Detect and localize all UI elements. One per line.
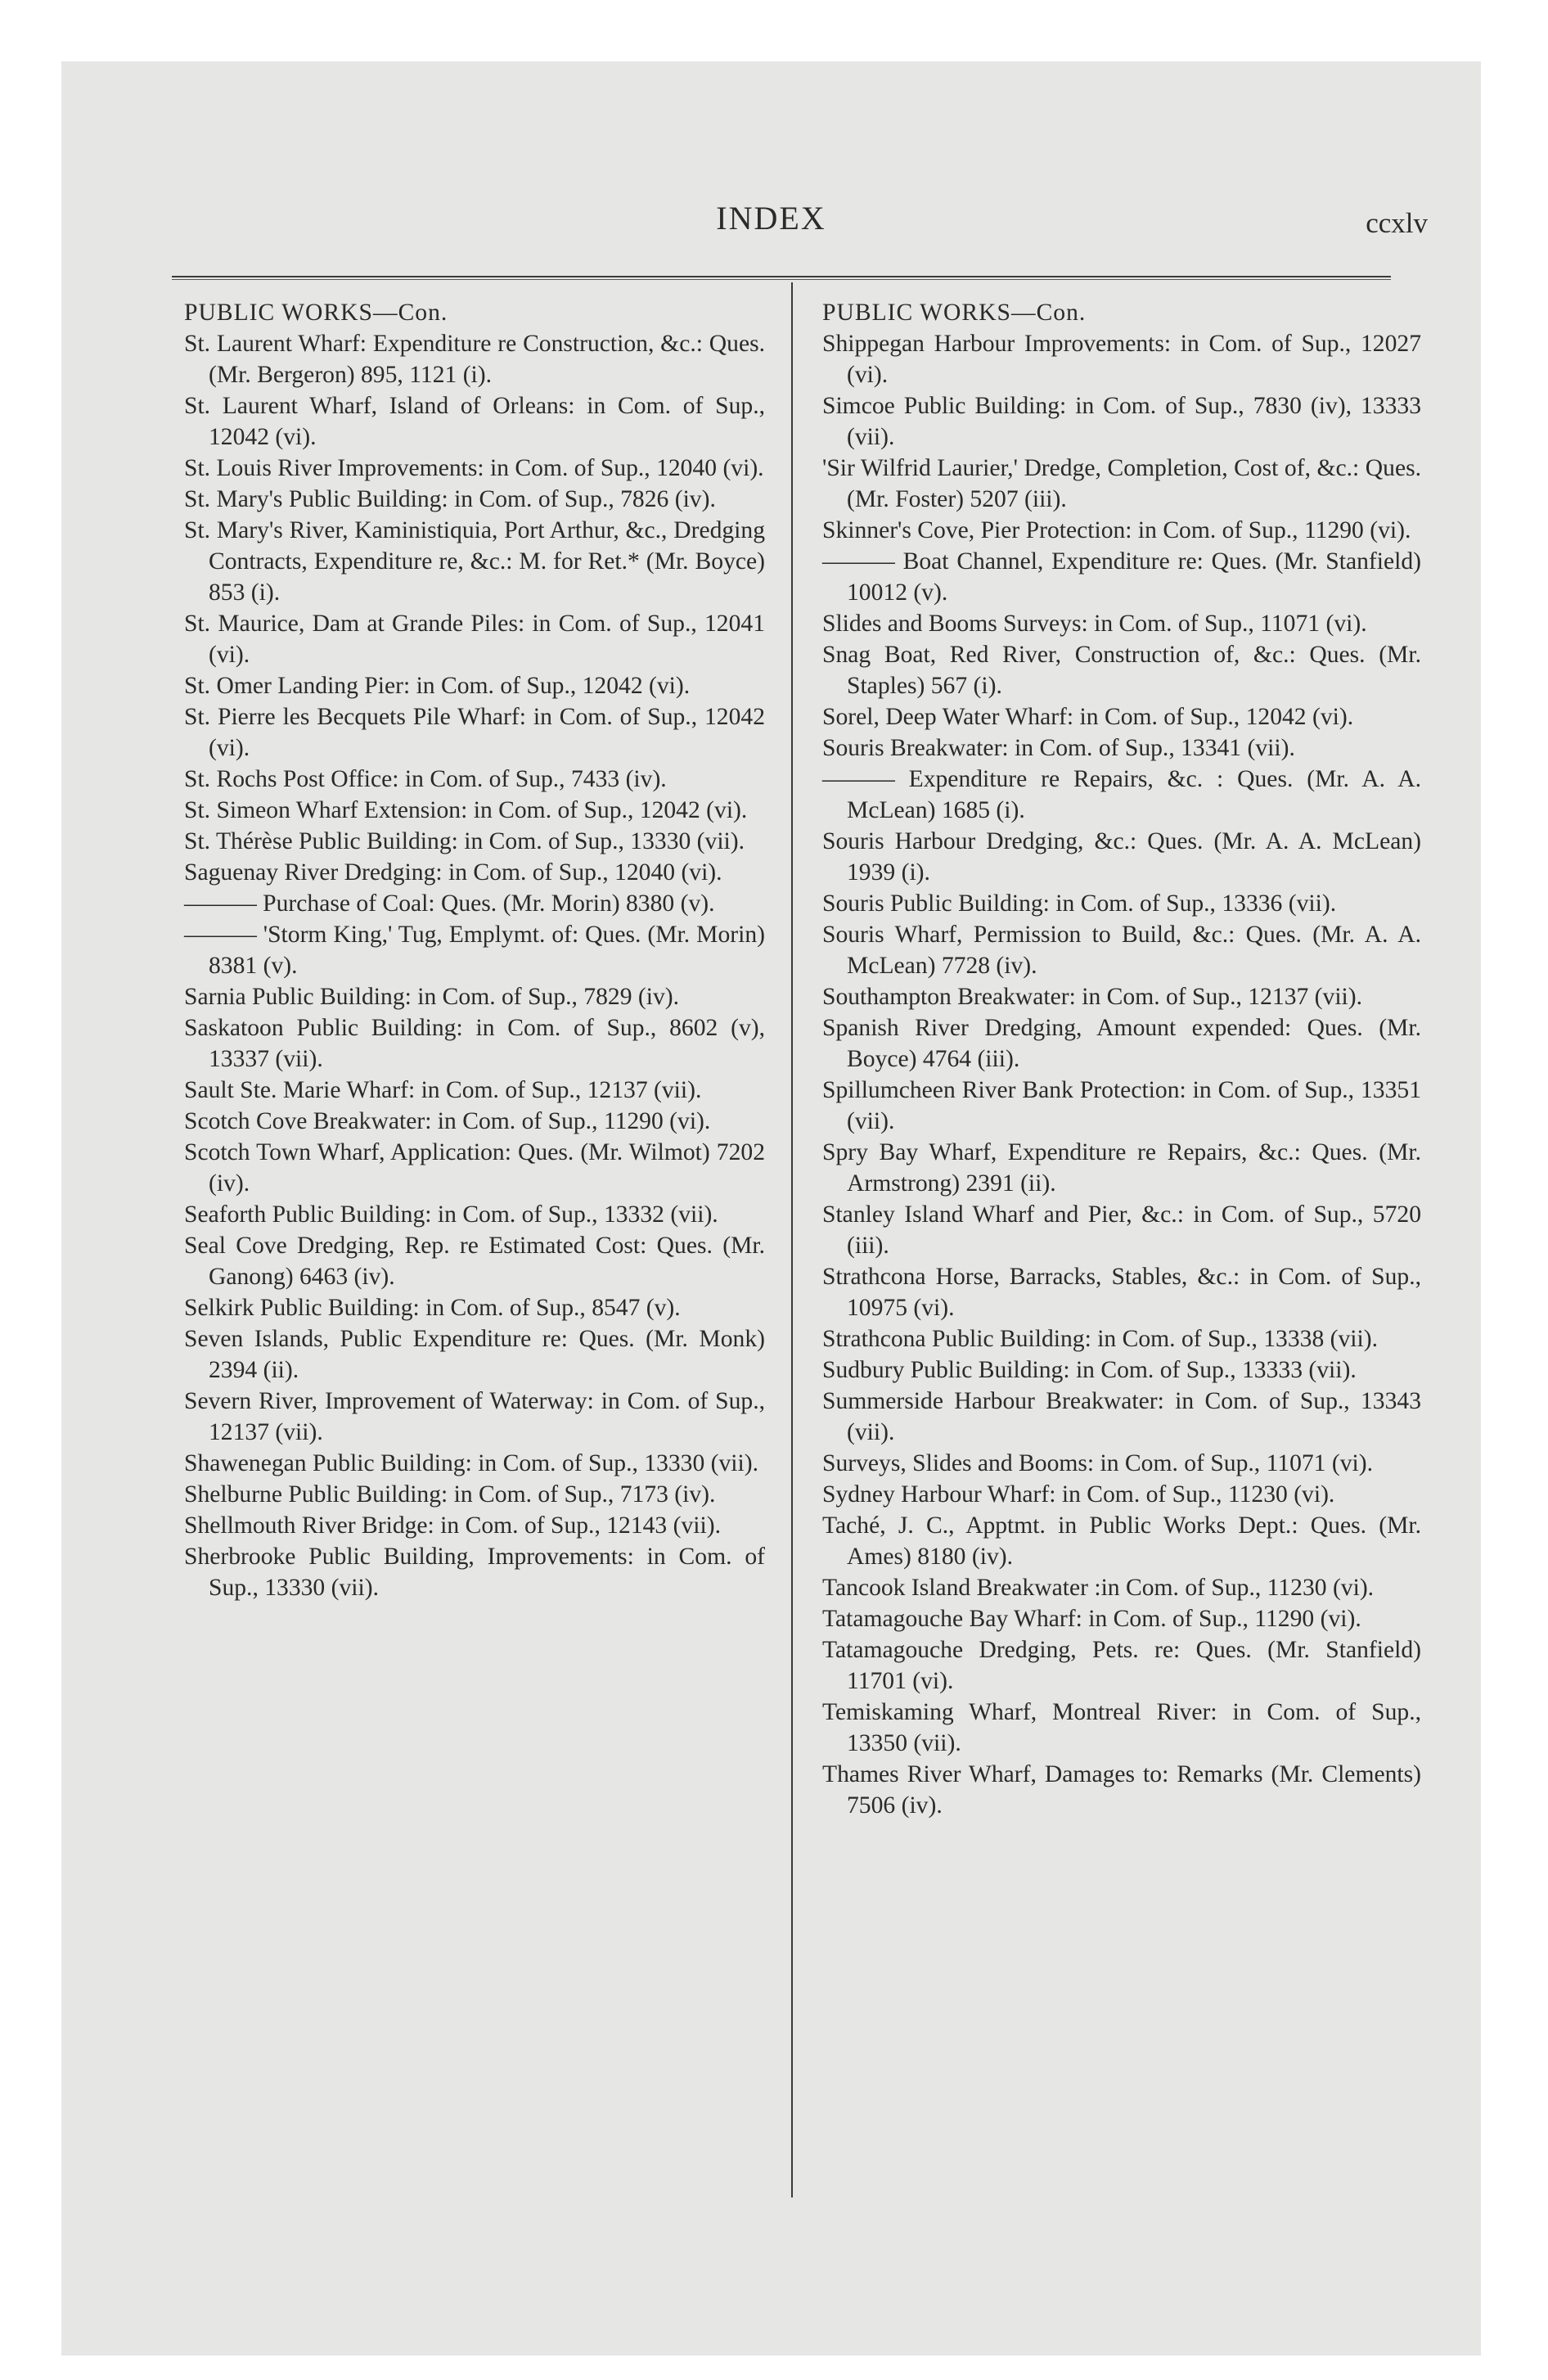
index-entry: St. Omer Landing Pier: in Com. of Sup., 12042 (vi). (184, 673, 691, 699)
index-entry: Saskatoon Public Building: in Com. of Sup., 8602 (v), 13337 (vii). (184, 1015, 765, 1072)
index-entry: Seven Islands, Public Expenditure re: Ques. (Mr. Monk) 2394 (ii). (184, 1326, 765, 1383)
index-entry: St. Mary's Public Building: in Com. of Sup., 7826 (iv). (184, 486, 716, 512)
index-entry: Tatamagouche Dredging, Pets. re: Ques. (Mr. Stanfield) 11701 (vi). (822, 1637, 1421, 1694)
index-entry: ——— 'Storm King,' Tug, Emplymt. of: Ques. (Mr. Morin) 8381 (v). (184, 922, 765, 979)
column-divider (791, 282, 793, 2197)
index-entry: Spillumcheen River Bank Protection: in Com. of Sup., 13351 (vii). (822, 1077, 1421, 1134)
index-entry: Sorel, Deep Water Wharf: in Com. of Sup., 12042 (vi). (822, 704, 1354, 730)
page-number: ccxlv (1366, 207, 1428, 239)
index-entry: Souris Public Building: in Com. of Sup., 13336 (vii). (822, 890, 1337, 917)
index-entry: Severn River, Improvement of Waterway: in Com. of Sup., 12137 (vii). (184, 1388, 765, 1445)
index-entry: Scotch Town Wharf, Application: Ques. (Mr. Wilmot) 7202 (iv). (184, 1139, 765, 1197)
index-entry: Simcoe Public Building: in Com. of Sup., 7830 (iv), 13333 (vii). (822, 393, 1421, 450)
page-title: INDEX (716, 200, 826, 237)
index-entry: Taché, J. C., Apptmt. in Public Works Dept.: Ques. (Mr. Ames) 8180 (iv). (822, 1512, 1421, 1570)
index-entry: Summerside Harbour Breakwater: in Com. of Sup., 13343 (vii). (822, 1388, 1421, 1445)
index-entry: St. Laurent Wharf, Island of Orleans: in Com. of Sup., 12042 (vi). (184, 393, 765, 450)
index-entry: Souris Breakwater: in Com. of Sup., 13341 (vii). (822, 735, 1295, 761)
section-heading: PUBLIC WORKS—Con. (822, 300, 1087, 326)
index-entry: Slides and Booms Surveys: in Com. of Sup., 11071 (vi). (822, 611, 1367, 637)
index-entry: St. Simeon Wharf Extension: in Com. of Sup., 12042 (vi). (184, 797, 748, 823)
index-entry: Scotch Cove Breakwater: in Com. of Sup., 11290 (vi). (184, 1108, 711, 1134)
index-entry: Spry Bay Wharf, Expenditure re Repairs, &c.: Ques. (Mr. Armstrong) 2391 (ii). (822, 1139, 1421, 1197)
index-entry: St. Maurice, Dam at Grande Piles: in Com. of Sup., 12041 (vi). (184, 611, 765, 668)
index-entry: Tancook Island Breakwater :in Com. of Sup., 11230 (vi). (822, 1575, 1375, 1601)
index-entry: Sydney Harbour Wharf: in Com. of Sup., 11230 (vi). (822, 1481, 1335, 1508)
index-entry: Temiskaming Wharf, Montreal River: in Com. of Sup., 13350 (vii). (822, 1699, 1421, 1756)
index-entry: St. Pierre les Becquets Pile Wharf: in Com. of Sup., 12042 (vi). (184, 704, 765, 761)
index-entry: Strathcona Public Building: in Com. of Sup., 13338 (vii). (822, 1326, 1378, 1352)
index-entry: Sherbrooke Public Building, Improvements: in Com. of Sup., 13330 (vii). (184, 1544, 765, 1601)
index-entry: Shippegan Harbour Improvements: in Com. of Sup., 12027 (vi). (822, 331, 1421, 388)
index-entry: St. Mary's River, Kaministiquia, Port Arthur, &c., Dredging Contracts, Expenditure re, &c.: M. for Ret.* (Mr. Boyce) 853 (i). (184, 517, 765, 606)
index-page (61, 61, 1481, 2355)
section-heading: PUBLIC WORKS—Con. (184, 300, 448, 326)
index-entry: Stanley Island Wharf and Pier, &c.: in Com. of Sup., 5720 (iii). (822, 1201, 1421, 1259)
index-entry: Strathcona Horse, Barracks, Stables, &c.: in Com. of Sup., 10975 (vi). (822, 1264, 1421, 1321)
index-entry: Selkirk Public Building: in Com. of Sup., 8547 (v). (184, 1295, 681, 1321)
index-entry: St. Louis River Improvements: in Com. of Sup., 12040 (vi). (184, 455, 764, 481)
index-entry: Shellmouth River Bridge: in Com. of Sup., 12143 (vii). (184, 1512, 721, 1539)
index-entry: 'Sir Wilfrid Laurier,' Dredge, Completion, Cost of, &c.: Ques. (Mr. Foster) 5207 (iii). (822, 455, 1421, 512)
index-entry: Seal Cove Dredging, Rep. re Estimated Cost: Ques. (Mr. Ganong) 6463 (iv). (184, 1233, 765, 1290)
index-entry: Sault Ste. Marie Wharf: in Com. of Sup., 12137 (vii). (184, 1077, 702, 1103)
index-entry: Sudbury Public Building: in Com. of Sup., 13333 (vii). (822, 1357, 1357, 1383)
index-entry: Spanish River Dredging, Amount expended: Ques. (Mr. Boyce) 4764 (iii). (822, 1015, 1421, 1072)
index-entry: ——— Boat Channel, Expenditure re: Ques. (Mr. Stanfield) 10012 (v). (822, 548, 1421, 606)
index-entry: Souris Harbour Dredging, &c.: Ques. (Mr. A. A. McLean) 1939 (i). (822, 828, 1421, 886)
index-entry: Sarnia Public Building: in Com. of Sup., 7829 (iv). (184, 984, 680, 1010)
index-entry: Shelburne Public Building: in Com. of Sup., 7173 (iv). (184, 1481, 716, 1508)
index-entry: Saguenay River Dredging: in Com. of Sup., 12040 (vi). (184, 859, 722, 886)
index-entry: St. Rochs Post Office: in Com. of Sup., 7433 (iv). (184, 766, 667, 792)
index-entry: Thames River Wharf, Damages to: Remarks (Mr. Clements) 7506 (iv). (822, 1761, 1421, 1819)
index-entry: Southampton Breakwater: in Com. of Sup., 12137 (vii). (822, 984, 1363, 1010)
index-entry: Shawenegan Public Building: in Com. of Sup., 13330 (vii). (184, 1450, 758, 1476)
index-entry: Tatamagouche Bay Wharf: in Com. of Sup., 11290 (vi). (822, 1606, 1361, 1632)
left-column (184, 297, 765, 1603)
index-entry: Souris Wharf, Permission to Build, &c.: Ques. (Mr. A. A. McLean) 7728 (iv). (822, 922, 1421, 979)
index-entry: ——— Expenditure re Repairs, &c. : Ques. (Mr. A. A. McLean) 1685 (i). (822, 766, 1421, 823)
index-entry: ——— Purchase of Coal: Ques. (Mr. Morin) 8380 (v). (184, 890, 715, 917)
header-rule (172, 276, 1391, 280)
index-entry: St. Thérèse Public Building: in Com. of Sup., 13330 (vii). (184, 828, 745, 854)
index-entry: Skinner's Cove, Pier Protection: in Com. of Sup., 11290 (vi). (822, 517, 1411, 543)
index-entry: Seaforth Public Building: in Com. of Sup., 13332 (vii). (184, 1201, 718, 1228)
index-entry: Surveys, Slides and Booms: in Com. of Sup., 11071 (vi). (822, 1450, 1373, 1476)
index-entry: St. Laurent Wharf: Expenditure re Construction, &c.: Ques. (Mr. Bergeron) 895, 1121 (i). (184, 331, 765, 388)
index-entry: Snag Boat, Red River, Construction of, &c.: Ques. (Mr. Staples) 567 (i). (822, 642, 1421, 699)
right-column (822, 297, 1421, 1821)
